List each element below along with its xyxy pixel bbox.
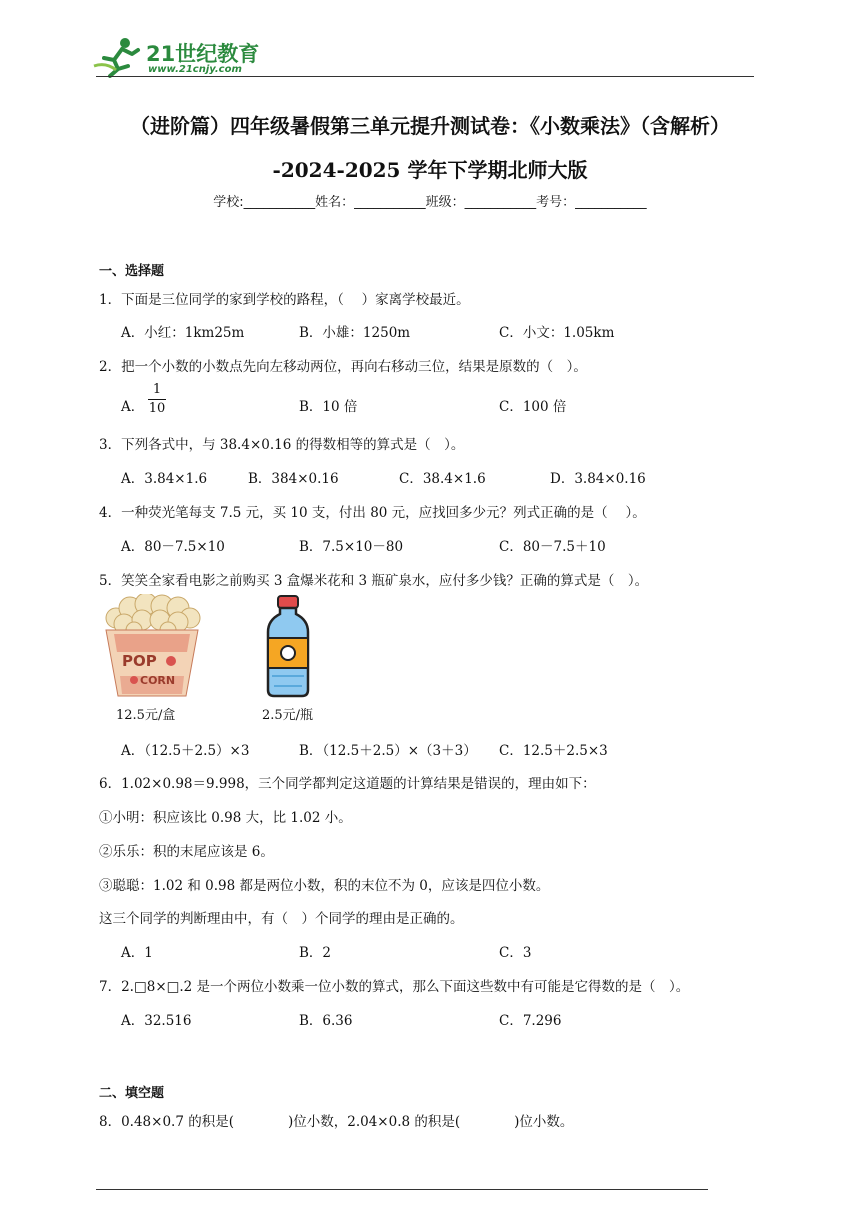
- page-subtitle: -2024-2025 学年下学期北师大版: [272, 158, 588, 182]
- site-logo: [92, 36, 262, 78]
- footer-rule: [96, 1189, 708, 1190]
- page-title: （进阶篇）四年级暑假第三单元提升测试卷：《小数乘法》（含解析）: [130, 114, 730, 138]
- question-1: 1．下面是三位同学的家到学校的路程，（ ）家离学校最近。: [99, 292, 470, 308]
- q6-question: 这三个同学的判断理由中，有（ ）个同学的理由是正确的。: [99, 911, 464, 927]
- popcorn-corn-label: CORN: [140, 674, 176, 687]
- student-info-line: 学校:___________姓名：___________班级：___________考号：___________: [213, 195, 647, 210]
- fraction-denominator: 10: [148, 401, 166, 416]
- q5-option-c: C．12.5＋2.5×3: [499, 743, 608, 759]
- question-6: 6．1.02×0.98＝9.998，三个同学都判定这道题的计算结果是错误的，理由如下：: [99, 776, 596, 792]
- q3-option-c: C．38.4×1.6: [399, 471, 486, 487]
- water-bottle-icon: [262, 594, 314, 700]
- question-4: 4．一种荧光笔每支 7.5 元，买 10 支，付出 80 元，应找回多少元？列式正确的是（ ）。: [99, 505, 646, 521]
- q2-option-a-fraction: [148, 382, 166, 417]
- q1-option-a: A．小红：1km25m: [121, 325, 245, 341]
- q2-option-c: C．100 倍: [499, 399, 567, 415]
- runner-logo-icon: [92, 36, 144, 78]
- water-bottle-illustration: [262, 594, 314, 700]
- question-7: 7．2.□8×□.2 是一个两位小数乘一位小数的算式，那么下面这些数中有可能是它得数的是（ ）。: [99, 979, 690, 995]
- q4-option-c: C．80－7.5＋10: [499, 539, 606, 555]
- logo-url: www.21cnjy.com: [148, 64, 242, 75]
- popcorn-pop-label: POP: [122, 652, 157, 670]
- q6-option-c: C．3: [499, 945, 532, 961]
- section-heading-fill: 二、填空题: [99, 1086, 165, 1101]
- q5-option-b: B．（12.5＋2.5）×（3＋3）: [299, 743, 477, 759]
- q7-option-b: B．6.36: [299, 1013, 353, 1029]
- logo-text: 21世纪教育: [146, 42, 260, 66]
- q7-option-c: C．7.296: [499, 1013, 562, 1029]
- section-heading-choice: 一、选择题: [99, 264, 165, 279]
- q4-option-a: A．80－7.5×10: [121, 539, 225, 555]
- q2-option-a-label: A．: [121, 399, 145, 415]
- q1-option-c: C．小文：1.05km: [499, 325, 615, 341]
- q2-option-b: B．10 倍: [299, 399, 358, 415]
- q4-option-b: B．7.5×10－80: [299, 539, 404, 555]
- q6-reason-3: ③聪聪：1.02 和 0.98 都是两位小数，积的末位不为 0，应该是四位小数。: [99, 878, 550, 894]
- water-price-caption: 2.5元/瓶: [262, 708, 314, 723]
- question-2: 2．把一个小数的小数点先向左移动两位，再向右移动三位，结果是原数的（ ）。: [99, 359, 587, 375]
- popcorn-price-caption: 12.5元/盒: [116, 708, 176, 723]
- q6-reason-1: ①小明：积应该比 0.98 大，比 1.02 小。: [99, 810, 352, 826]
- fraction-numerator: 1: [152, 382, 162, 397]
- q3-option-d: D．3.84×0.16: [550, 471, 646, 487]
- question-8: 8．0.48×0.7 的积是( )位小数，2.04×0.8 的积是( )位小数。: [99, 1114, 574, 1130]
- q5-option-a: A．（12.5＋2.5）×3: [121, 743, 250, 759]
- header-rule: [96, 76, 754, 77]
- q6-reason-2: ②乐乐：积的末尾应该是 6。: [99, 844, 274, 860]
- q1-option-b: B．小雄：1250m: [299, 325, 411, 341]
- q6-option-b: B．2: [299, 945, 332, 961]
- q6-option-a: A．1: [121, 945, 153, 961]
- popcorn-illustration: [102, 594, 202, 700]
- popcorn-box-icon: [102, 594, 202, 700]
- q3-option-a: A．3.84×1.6: [121, 471, 208, 487]
- q3-option-b: B．384×0.16: [248, 471, 339, 487]
- fraction-bar: [148, 399, 166, 400]
- q7-option-a: A．32.516: [121, 1013, 192, 1029]
- question-3: 3．下列各式中，与 38.4×0.16 的得数相等的算式是（ ）。: [99, 437, 465, 453]
- question-5: 5．笑笑全家看电影之前购买 3 盒爆米花和 3 瓶矿泉水，应付多少钱？正确的算式是（ ）。: [99, 573, 649, 589]
